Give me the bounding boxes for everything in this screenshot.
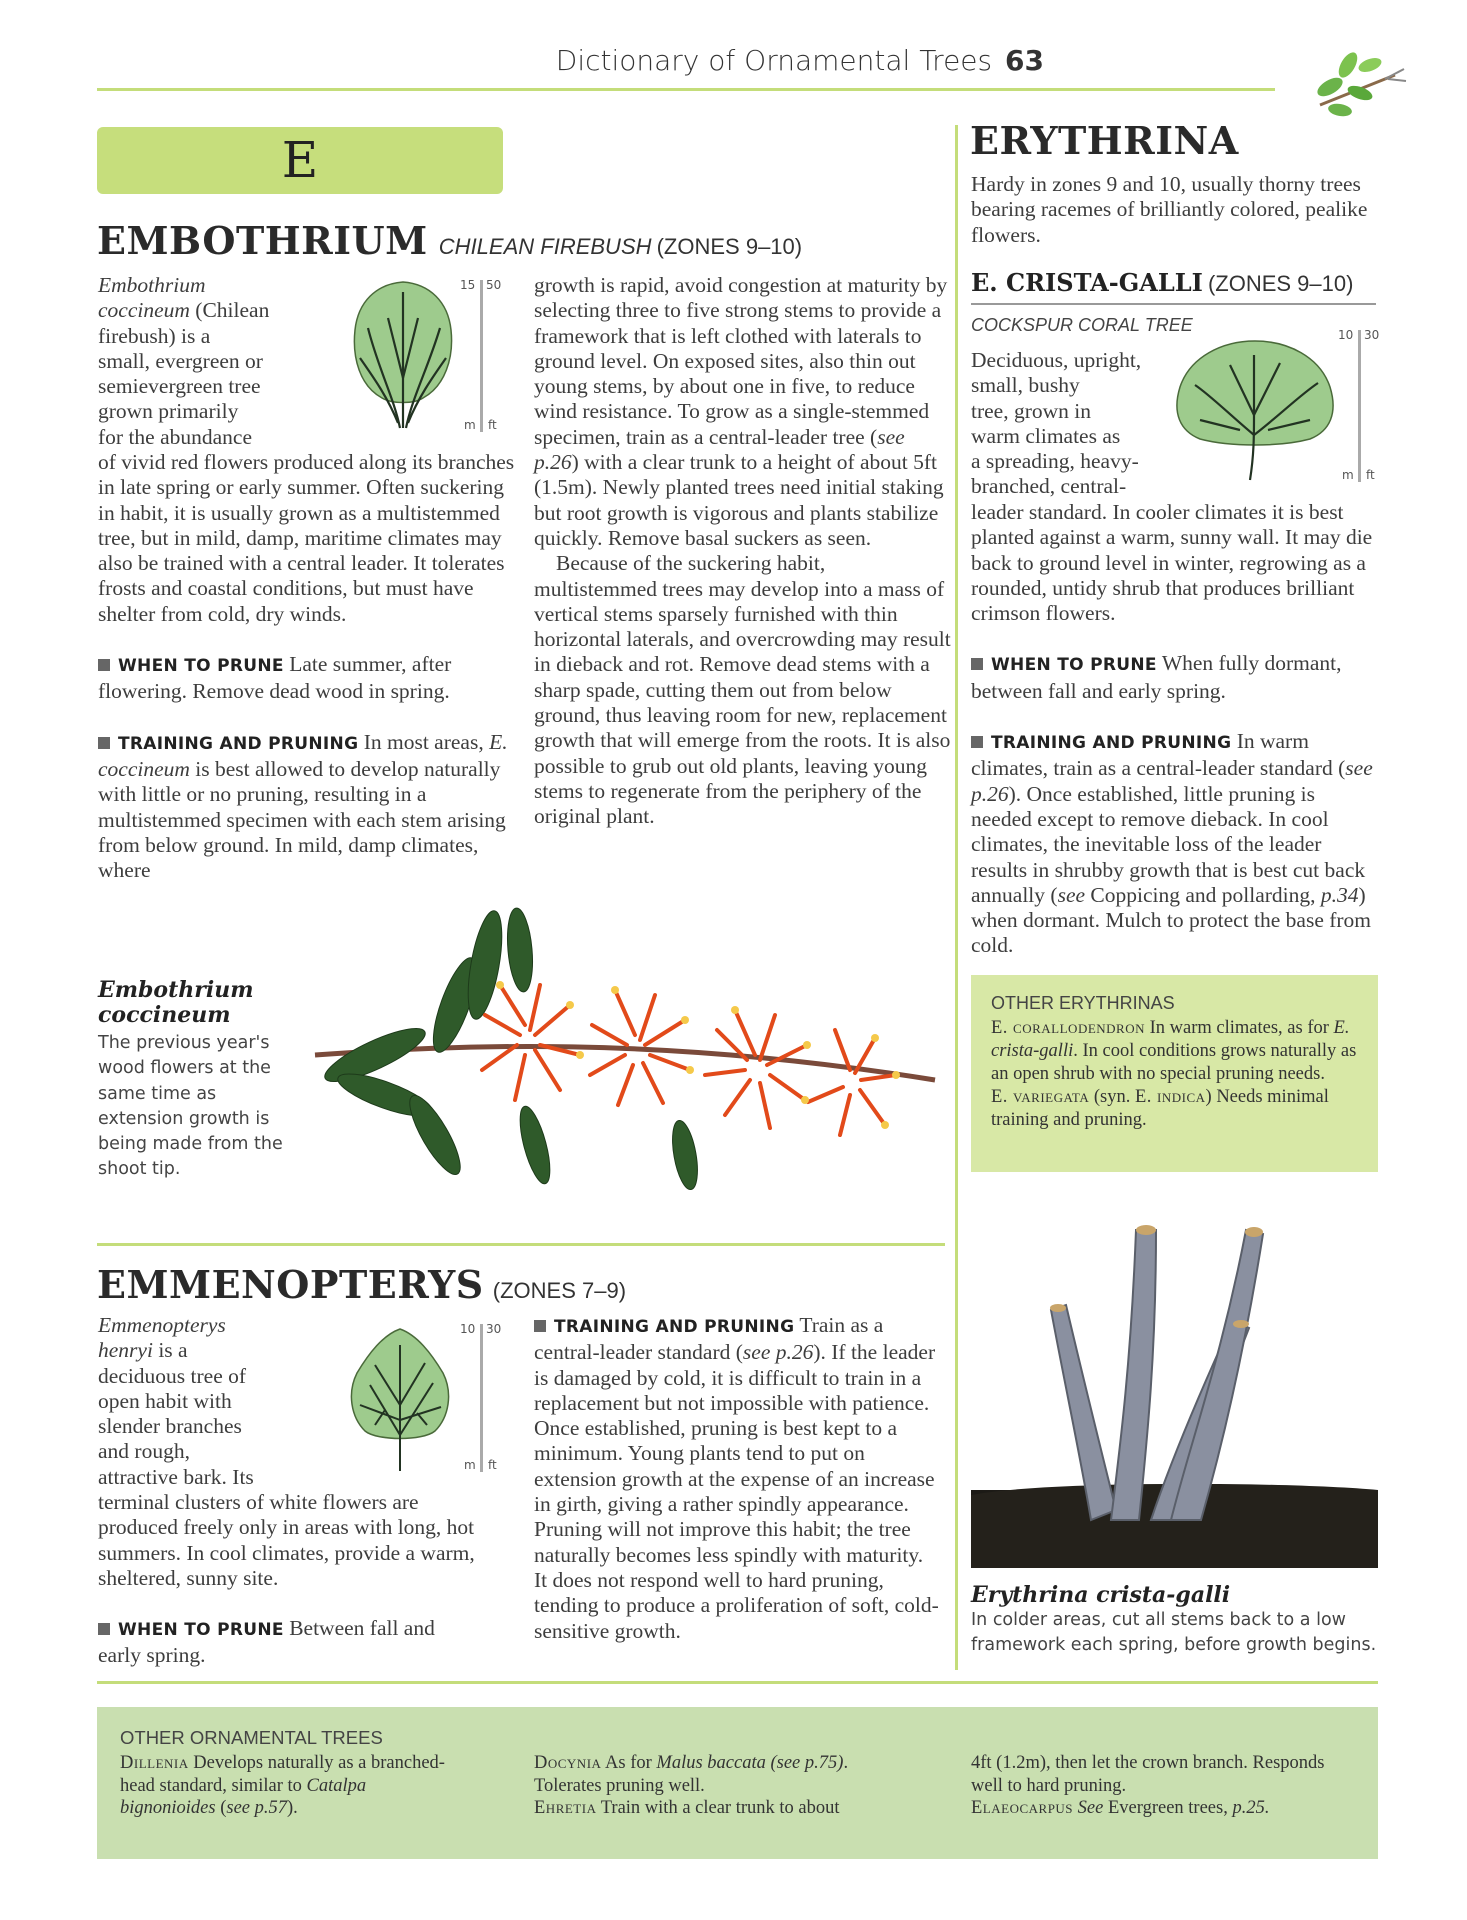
other-erythrina-entry [991,1017,1358,1086]
embothrium-intro-lines [98,273,298,450]
training-text: is best allowed to develop naturally with little or no pruning, resulting in a multistemmed specimen with each stem arising from below ground. In mild, damp climates, where [98,756,506,883]
erythrina-intro: Hardy in zones 9 and 10, usually thorny trees bearing racemes of brilliantly colored, pealike flowers. [971,172,1368,247]
training-label: TRAINING AND PRUNING [991,733,1232,754]
emmenopterys-when-para [98,1616,478,1669]
embothrium-intro-cont: of vivid red flowers produced along its branches in late spring or early summer. Often suckering in habit, it is usually grown as a multistemmed tree, but in mild, damp, maritime climates may also be trained with a central leader. It tolerates frosts and coastal conditions, but must have shelter from cold, dry winds. [98,450,515,626]
other-trees-box [97,1707,1378,1859]
column-divider [955,125,958,1670]
erythrina-intro-line: branched, central- [971,474,1127,499]
species-name: E. CRISTA-GALLI [971,268,1203,297]
scale-ft-unit: ft [488,1458,497,1472]
caption-title: Erythrina crista-galli [971,1582,1231,1608]
erythrina-intro-line: warm climates as [971,423,1121,448]
cross-reference: see [1057,882,1086,907]
entry-text: Evergreen trees, [1107,1798,1228,1818]
bullet-square [534,1320,546,1332]
training-text: Train as a central-leader standard ( [534,1313,884,1365]
emmenopterys-intro-suffix: is a [152,1338,188,1363]
scale-m-unit: m [1342,468,1354,482]
erythrina-when-para [971,651,1381,704]
emmenopterys-intro-line: slender branches [98,1414,242,1439]
embothrium-zones: (ZONES 9–10) [656,234,803,259]
species-name: Catalpa bignonioides [120,1775,367,1818]
caption-title: Embothrium coccineum [98,977,254,1028]
erythrina-training-para [971,729,1381,959]
embothrium-heading [97,218,802,263]
other-trees-title: OTHER ORNAMENTAL TREES [120,1727,383,1748]
species-name: E. coccineum [98,729,508,781]
running-header [556,44,1044,77]
cross-reference: p.34 [1320,882,1359,907]
training-text: ). If the leader is damaged by cold, it is difficult to train in a replacement but not impossible with patience. Once established, pruning is best kept to a minimum. Young plants tend to put on extension growth at the expense of an increase in girth, giving a rather spindly appearance. Pruning will not improve this habit; the tree naturally becomes less spindly with maturity. It does not respond well to hard pruning, tending to produce a proliferation of soft, cold-sensitive growth. [534,1340,939,1643]
caption-text: In colder areas, cut all stems back to a low framework each spring, before growth begins. [971,1610,1377,1656]
embothrium-training-para [98,730,516,884]
erythrina-photo [971,1190,1378,1568]
embothrium-tree-silhouette [348,278,458,433]
entry-text: (syn. [1093,1087,1131,1107]
training-text: Coppicing and pollarding, [1085,882,1321,907]
scale-ft-value: 30 [486,1322,502,1336]
entry-name: Elaeocarpus [971,1798,1074,1818]
scale-m-unit: m [464,418,476,432]
species-name: E. crista-galli [991,1018,1350,1061]
species-zones: (ZONES 9–10) [1207,271,1354,296]
entry-text: In warm climates, as for [1149,1018,1329,1038]
emmenopterys-intro-cont: terminal clusters of white flowers are produced freely only in areas with long, hot summers. In cool climates, provide a warm, sheltered, sunny site. [98,1490,475,1590]
scale-ft-unit: ft [1366,468,1375,482]
header-leaf-icon [1300,35,1410,125]
emmenopterys-col2-body [534,1313,939,1644]
entry-text: ). [287,1798,298,1818]
entry-text: . Tolerates pruning well. [534,1753,849,1796]
when-label: WHEN TO PRUNE [118,656,284,677]
training-label: TRAINING AND PRUNING [118,733,359,754]
erythrina-species-heading [971,268,1376,297]
training-label: TRAINING AND PRUNING [554,1317,795,1337]
entry-name: Dillenia [120,1753,189,1773]
embothrium-intro-suffix: (Chilean [189,298,270,323]
training-text: In warm climates, train as a central-leader standard ( [971,729,1346,781]
header-rule [97,88,1275,91]
embothrium-when-para [98,652,516,705]
entry-name: E. indica [1134,1087,1206,1107]
entry-text: Train with a clear trunk to about [600,1798,840,1818]
training-text: In most areas, [363,729,484,754]
erythrina-caption [971,1583,1381,1659]
erythrina-intro-line: tree, grown in [971,398,1092,423]
when-text: When fully dormant, between fall and early spring. [971,651,1342,703]
bullet-square [98,737,110,749]
scale-m-value: 10 [460,1322,476,1336]
embothrium-intro-line: Embothrium [98,273,206,297]
scale-ft-unit: ft [488,418,497,432]
emmenopterys-intro-line: Emmenopterys [98,1313,226,1337]
cross-reference: p.25. [1232,1798,1270,1818]
emmenopterys-intro-line: attractive bark. Its [98,1464,254,1489]
scale-m-value: 10 [1338,328,1354,342]
bullet-square [971,658,983,670]
entry-text: ( [220,1798,227,1818]
erythrina-intro-line: Deciduous, upright, [971,348,1142,372]
cross-reference: see p.26 [534,424,905,475]
emmenopterys-scale [460,1322,505,1477]
cross-reference: see p.57 [226,1798,288,1818]
entry-text: 4ft (1.2m), then let the crown branch. Responds well to hard pruning. [971,1753,1325,1796]
cross-reference: see p.26 [971,756,1373,806]
embothrium-col2-para1 [534,273,952,551]
section-rule [97,1243,945,1246]
when-label: WHEN TO PRUNE [991,655,1157,676]
other-erythrinas-box [971,975,1378,1172]
when-text: Between fall and early spring. [98,1616,435,1668]
emmenopterys-zones: (ZONES 7–9) [492,1278,627,1303]
erythrina-intro-cont: leader standard. In cooler climates it is best planted against a warm, sunny wall. It may die back to ground level in winter, regrowing as a rounded, untidy shrub that produces brilliant crimson flowers. [971,500,1373,626]
embothrium-photo [305,905,945,1205]
embothrium-intro-line: small, evergreen or [98,348,263,373]
embothrium-col2-body [534,273,952,830]
when-label: WHEN TO PRUNE [118,1620,284,1641]
embothrium-intro-line: grown primarily [98,399,239,424]
bullet-square [98,1623,110,1635]
embothrium-common: CHILEAN FIREBUSH [438,234,652,259]
entry-name: E. variegata [991,1087,1090,1107]
emmenopterys-intro-line: henryi [98,1338,153,1363]
other-erythrina-entry [991,1086,1358,1132]
cross-reference: (see p.75) [770,1753,844,1773]
bottom-rule [97,1681,1378,1684]
emmenopterys-intro-line: deciduous tree of [98,1363,247,1388]
entry-text: . In cool conditions grows naturally as an open shrub with no special pruning needs. [991,1041,1357,1084]
erythrina-common: COCKSPUR CORAL TREE [971,315,1193,335]
letter-tab [97,127,503,194]
embothrium-col2-para2: Because of the suckering habit, multistemmed trees may develop into a mass of vertical stems sparsely furnished with thin horizontal laterals, and overcrowding may result in dieback and rot. Remove dead stems with a sharp spade, cutting them out from below ground, thus leaving room for new, replacement growth that will emerge from the roots. It is also possible to grub out old plants, leaving young stems to regenerate from the periphery of the original plant. [534,551,951,829]
species-name: Malus baccata [656,1753,766,1773]
emmenopterys-intro-lines [98,1313,318,1490]
col2-text: ) with a clear trunk to a height of about 5ft (1.5m). Newly planted trees need initial staking but root growth is vigorous and plants stabilize quickly. Remove basal suckers as seen. [534,450,944,550]
embothrium-scale [460,278,505,438]
emmenopterys-training-para [534,1313,939,1644]
entry-name: Docynia [534,1753,602,1773]
emmenopterys-tree-silhouette [345,1325,455,1475]
entry-name: E. corallodendron [991,1018,1145,1038]
header-title: Dictionary of Ornamental Trees [555,44,993,77]
col2-text: growth is rapid, avoid congestion at maturity by selecting three to five strong stems to provide a framework that is left clothed with laterals to ground level. On exposed sites, also thin out young stems, by about one in five, to reduce wind resistance. To grow as a single-stemmed specimen, train as a central-leader tree ( [534,273,948,449]
erythrina-body [971,500,1381,959]
entry-text: ) [1205,1087,1212,1107]
emmenopterys-intro-line: open habit with [98,1388,232,1413]
embothrium-genus: EMBOTHRIUM [97,218,428,263]
erythrina-genus: ERYTHRINA [970,118,1239,163]
bullet-square [971,736,983,748]
bullet-square [98,659,110,671]
emmenopterys-col1-body [98,1490,478,1669]
emmenopterys-intro-line: and rough, [98,1439,190,1464]
other-erythrinas-title: OTHER ERYTHRINAS [991,993,1175,1013]
scale-bar [480,1324,483,1472]
training-text: ) when dormant. Mulch to protect the base from cold. [971,882,1372,958]
other-trees-col1 [120,1752,450,1820]
entry-name: Ehretia [534,1798,597,1818]
other-trees-col3 [971,1752,1351,1820]
scale-bar [480,280,483,432]
erythrina-tree-silhouette [1170,335,1340,485]
erythrina-intro-line: a spreading, heavy- [971,449,1139,474]
entry-text: Develops naturally as a branched-head standard, similar to [120,1753,445,1796]
scale-ft-value: 30 [1364,328,1380,342]
cross-reference: See [1077,1798,1104,1818]
embothrium-intro-line: for the abundance [98,424,253,449]
embothrium-intro-line: firebush) is a [98,323,211,348]
embothrium-caption [98,978,288,1183]
scale-m-unit: m [464,1458,476,1472]
erythrina-intro-lines [971,348,1171,500]
entry-text: As for [605,1753,652,1773]
other-trees-col2 [534,1752,914,1820]
cross-reference: see p.26 [742,1340,814,1365]
caption-text: The previous year's wood flowers at the same time as extension growth is being made from the shoot tip. [98,1033,283,1180]
letter-tab-label: E [281,131,319,189]
scale-ft-value: 50 [486,278,502,292]
embothrium-intro-line: coccineum [98,298,190,323]
species-rule [971,303,1376,305]
training-text: ). Once established, little pruning is needed except to remove dieback. In cool climates, the inevitable loss of the leader results in shrubby growth that is best cut back annually ( [971,781,1366,907]
when-text: Late summer, after flowering. Remove dead wood in spring. [98,652,452,704]
page-number: 63 [1005,44,1044,77]
entry-text: Needs minimal training and pruning. [991,1087,1329,1130]
embothrium-col1-body [98,450,516,883]
scale-m-value: 15 [460,278,476,292]
erythrina-intro-line: small, bushy [971,373,1080,398]
emmenopterys-genus: EMMENOPTERYS [97,1262,484,1307]
scale-bar [1358,330,1361,482]
erythrina-scale [1338,328,1383,488]
embothrium-intro-line: semievergreen tree [98,374,261,399]
emmenopterys-heading [97,1262,626,1307]
